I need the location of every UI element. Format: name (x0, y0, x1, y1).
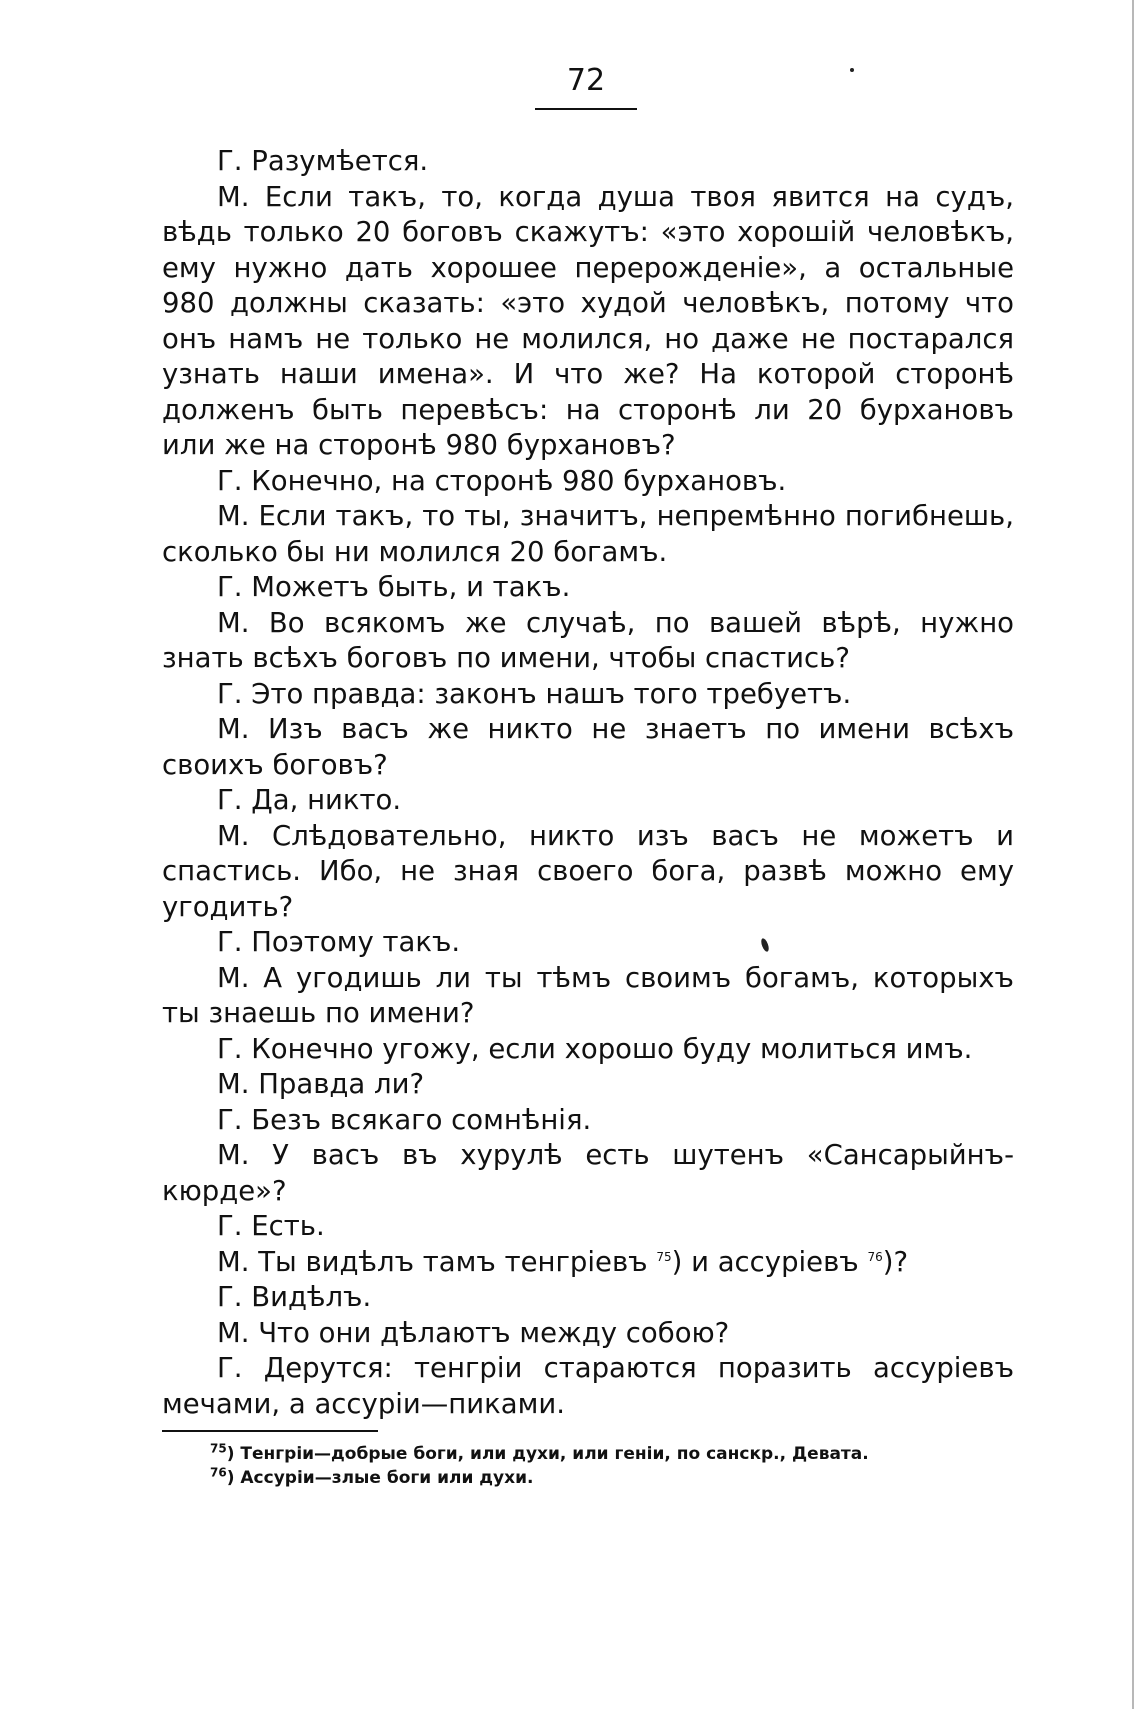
print-speck (850, 68, 854, 72)
page-edge-shadow (1132, 0, 1134, 1709)
paragraph: М. А угодишь ли ты тѣмъ своимъ богамъ, которыхъ ты знаешь по имени? (162, 961, 1014, 1029)
note-line-text: ) и ассуріевъ (671, 1245, 868, 1278)
note-line-text: М. Ты видѣлъ тамъ тенгріевъ (217, 1245, 657, 1278)
paragraph: М. Во всякомъ же случаѣ, по вашей вѣрѣ, нужно знать всѣхъ боговъ по имени, чтобы спастись? (162, 606, 1014, 674)
paragraph: М. Изъ васъ же никто не знаетъ по имени всѣхъ своихъ боговъ? (162, 713, 1014, 781)
footnote-separator (162, 1430, 378, 1432)
paragraph: М. Правда ли? (217, 1068, 425, 1100)
note-line-text: )? (882, 1245, 909, 1278)
paragraph-with-footnote-refs (162, 1245, 1014, 1281)
footnote-75 (210, 1442, 970, 1466)
footnote-ref-75: 75 (656, 1249, 672, 1264)
page-number-underline (535, 108, 637, 110)
footnote-text: ) Ассуріи—злые боги или духи. (226, 1468, 534, 1488)
paragraph: Г. Можетъ быть, и такъ. (217, 571, 571, 603)
footnote-text: ) Тенгріи—добрые боги, или духи, или геніи, по санскр., Девата. (226, 1444, 869, 1464)
footnotes (210, 1442, 970, 1490)
paragraph: М. Что они дѣлаютъ между собою? (217, 1316, 730, 1349)
paragraph: Г. Конечно, на сторонѣ 980 бурхановъ. (217, 464, 787, 497)
paragraph: М. Если такъ, то, когда душа твоя явится на судъ, вѣдь только 20 боговъ скажутъ: «это хорошій человѣкъ, ему нужно дать хорошее перерожденіе», а остальные 980 должны сказать: «это худой человѣкъ, потому что онъ намъ не только не молился, но даже не постарался узнать наши имена». И что же? На которой сторонѣ долженъ быть перевѣсъ: на сторонѣ ли 20 бурхановъ или же на сторонѣ 980 бурхановъ? (162, 180, 1014, 461)
paragraph: Г. Безъ всякаго сомнѣнія. (217, 1103, 592, 1136)
footnote-ref-76: 76 (867, 1249, 883, 1264)
page-number: 72 (566, 63, 606, 98)
paragraph: Г. Конечно угожу, если хорошо буду молиться имъ. (217, 1032, 973, 1065)
footnote-mark: 75 (210, 1441, 227, 1456)
paragraph: М. Если такъ, то ты, значитъ, непремѣнно погибнешь, сколько бы ни молился 20 богамъ. (162, 500, 1014, 568)
paragraph: Г. Разумѣется. (217, 145, 429, 177)
paragraph: Г. Поэтому такъ. (217, 926, 461, 958)
paragraph: Г. Да, никто. (217, 784, 402, 816)
main-text (162, 144, 1014, 1422)
paragraph: Г. Дерутся: тенгріи стараются поразить ассуріевъ мечами, а ассуріи—пиками. (162, 1352, 1014, 1420)
footnote-76 (210, 1466, 970, 1490)
paragraph: М. У васъ въ хурулѣ есть шутенъ «Сансарыйнъ-кюрде»? (162, 1139, 1014, 1207)
paragraph: Г. Есть. (217, 1210, 325, 1242)
paragraph: Г. Видѣлъ. (217, 1281, 372, 1313)
paragraph: Г. Это правда: законъ нашъ того требуетъ. (217, 677, 852, 710)
paragraph: М. Слѣдовательно, никто изъ васъ не можетъ и спастись. Ибо, не зная своего бога, развѣ можно ему угодить? (162, 819, 1014, 923)
footnote-mark: 76 (210, 1465, 227, 1480)
